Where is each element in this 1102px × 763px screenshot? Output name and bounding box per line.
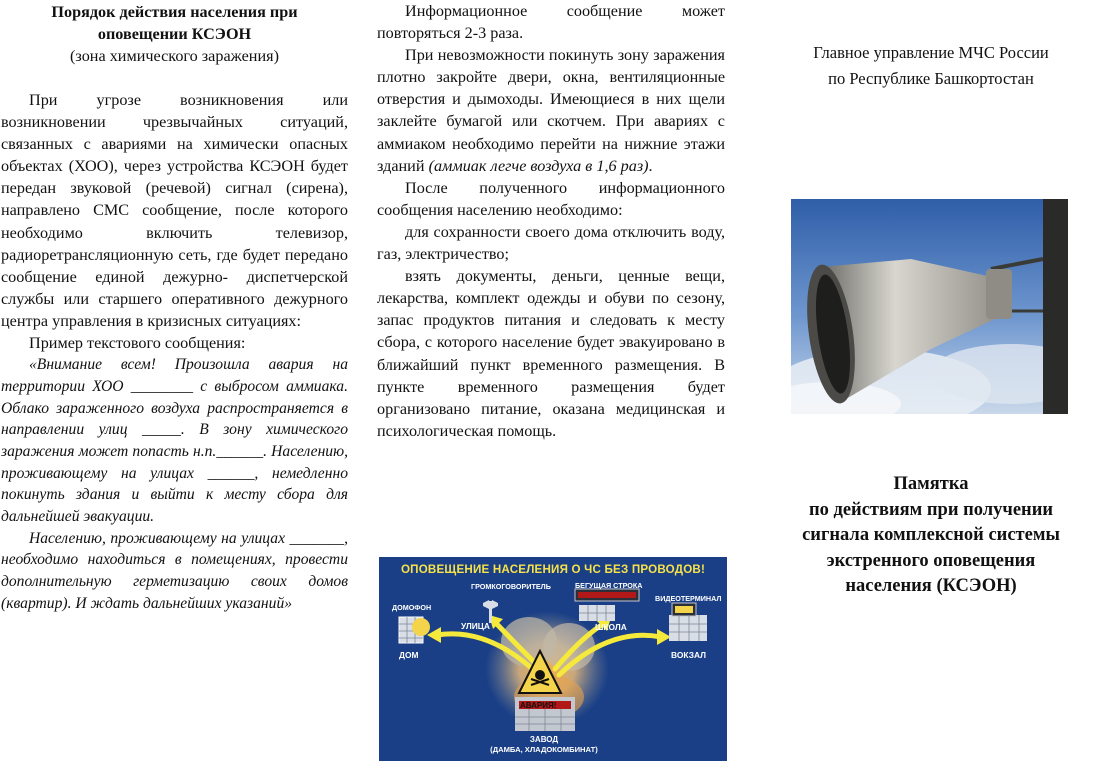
title-line-2: оповещении КСЭОН [97,25,252,43]
memo-line-4: экстренного оповещения [826,550,1036,571]
memo-line-5: населения (КСЭОН) [845,576,1017,596]
loudspeaker-icon [483,600,489,609]
intercom-icon [412,618,430,636]
station-icon [669,615,707,641]
siren-photo [791,199,1068,414]
intro-paragraph: При угрозе возникновения или возникновении чрезвычайных ситуаций, связанных с авариями на химически опасных объектах (ХОО), через устройства КСЭОН будет передан звуковой (речевой) сигнал (сирена), направлено СМС сообщение, после которого необходимо включить телевизор, радиоретрансляционную сеть, где будет передано сообщение единой дежурно- диспетчерской службы или старшего оперативного дежурного центра управления в кризисных ситуациях: [1,91,348,330]
sealing-text: При невозможности покинуть зону заражения плотно закройте двери, окна, вентиляционные отверстия и дымоходы. Имеющиеся в них щели заклейте бумагой или скотчем. При авариях с аммиаком необходимо перейти на нижние этажи зданий [377,46,725,175]
plant-label: ЗАВОД [529,735,559,744]
sealing-paragraph [377,44,725,177]
ammonia-note: (аммиак легче воздуха в 1,6 раз) [428,156,649,175]
column-middle [377,0,725,442]
repeat-paragraph: Информационное сообщение может повторяться 2-3 раза. [377,2,725,43]
example-message-2: Населению, проживающему на улицах _______, необходимо находиться в помещениях, провести дополнительную герметизацию своих домов (квартир). И ждать дальнейших указаний» [1,529,348,612]
column-left [1,0,348,615]
after-message-paragraph: После полученного информационного сообщения населению необходимо: [377,178,725,219]
memo-title [760,472,1102,600]
organization-name [760,40,1102,92]
street-label: УЛИЦА [461,621,490,631]
sealing-end: . [648,156,653,175]
example-label: Пример текстового сообщения: [29,334,246,353]
pole [1043,199,1068,414]
org-line-2: по Республике Башкортостан [828,69,1034,88]
memo-line-1: Памятка [893,474,969,494]
memo-line-2: по действиям при получении [808,499,1054,520]
school-label: ШКОЛА [595,622,627,632]
house-label: ДОМ [399,650,419,660]
siren-image [791,199,1068,414]
station-label: ВОКЗАЛ [671,650,707,660]
poster-title: ОПОВЕЩЕНИЕ НАСЕЛЕНИЯ О ЧС БЕЗ ПРОВОДОВ! [400,563,706,576]
plant-note: (ДАМБА, ХЛАДОКОМБИНАТ) [490,745,598,754]
example-message: «Внимание всем! Произошла авария на территории ХОО ________ с выбросом аммиака. Облако зараженного воздуха распространяется в направлении улиц _____. В зону химического заражения может попасть н.п.______. Населению, проживающему на улицах ______, немедленно покинуть здания и выйти к месту сбора для дальнейшей эвакуации. [1,356,348,526]
column-right [760,0,1102,596]
intercom-label: ДОМОФОН [392,603,432,612]
title-line-1: Порядок действия населения при [51,3,298,21]
subtitle: (зона химического заражения) [70,47,279,65]
org-line-1: Главное управление МЧС России [813,43,1049,62]
ticker-label: БЕГУЩАЯ СТРОКА [575,581,643,590]
loudspeaker-label: ГРОМКОГОВОРИТЕЛЬ [471,582,551,591]
utilities-paragraph: для сохранности своего дома отключить воду, газ, электричество; [377,222,725,264]
videoterminal-label: ВИДЕОТЕРМИНАЛ [655,594,722,603]
memo-line-3: сигнала комплексной системы [802,525,1060,545]
evacuation-paragraph: взять документы, деньги, ценные вещи, лекарства, комплект одежды и обуви по сезону, запас продуктов питания и следовать к месту сбора, с которого население будет эвакуировано в ближайший пункт временного размещения. В пункте временного размещения будет организовано питание, оказана медицинская и психологическая помощь. [377,267,725,440]
accident-label: АВАРИЯ! [520,701,557,710]
warning-poster [379,557,727,761]
